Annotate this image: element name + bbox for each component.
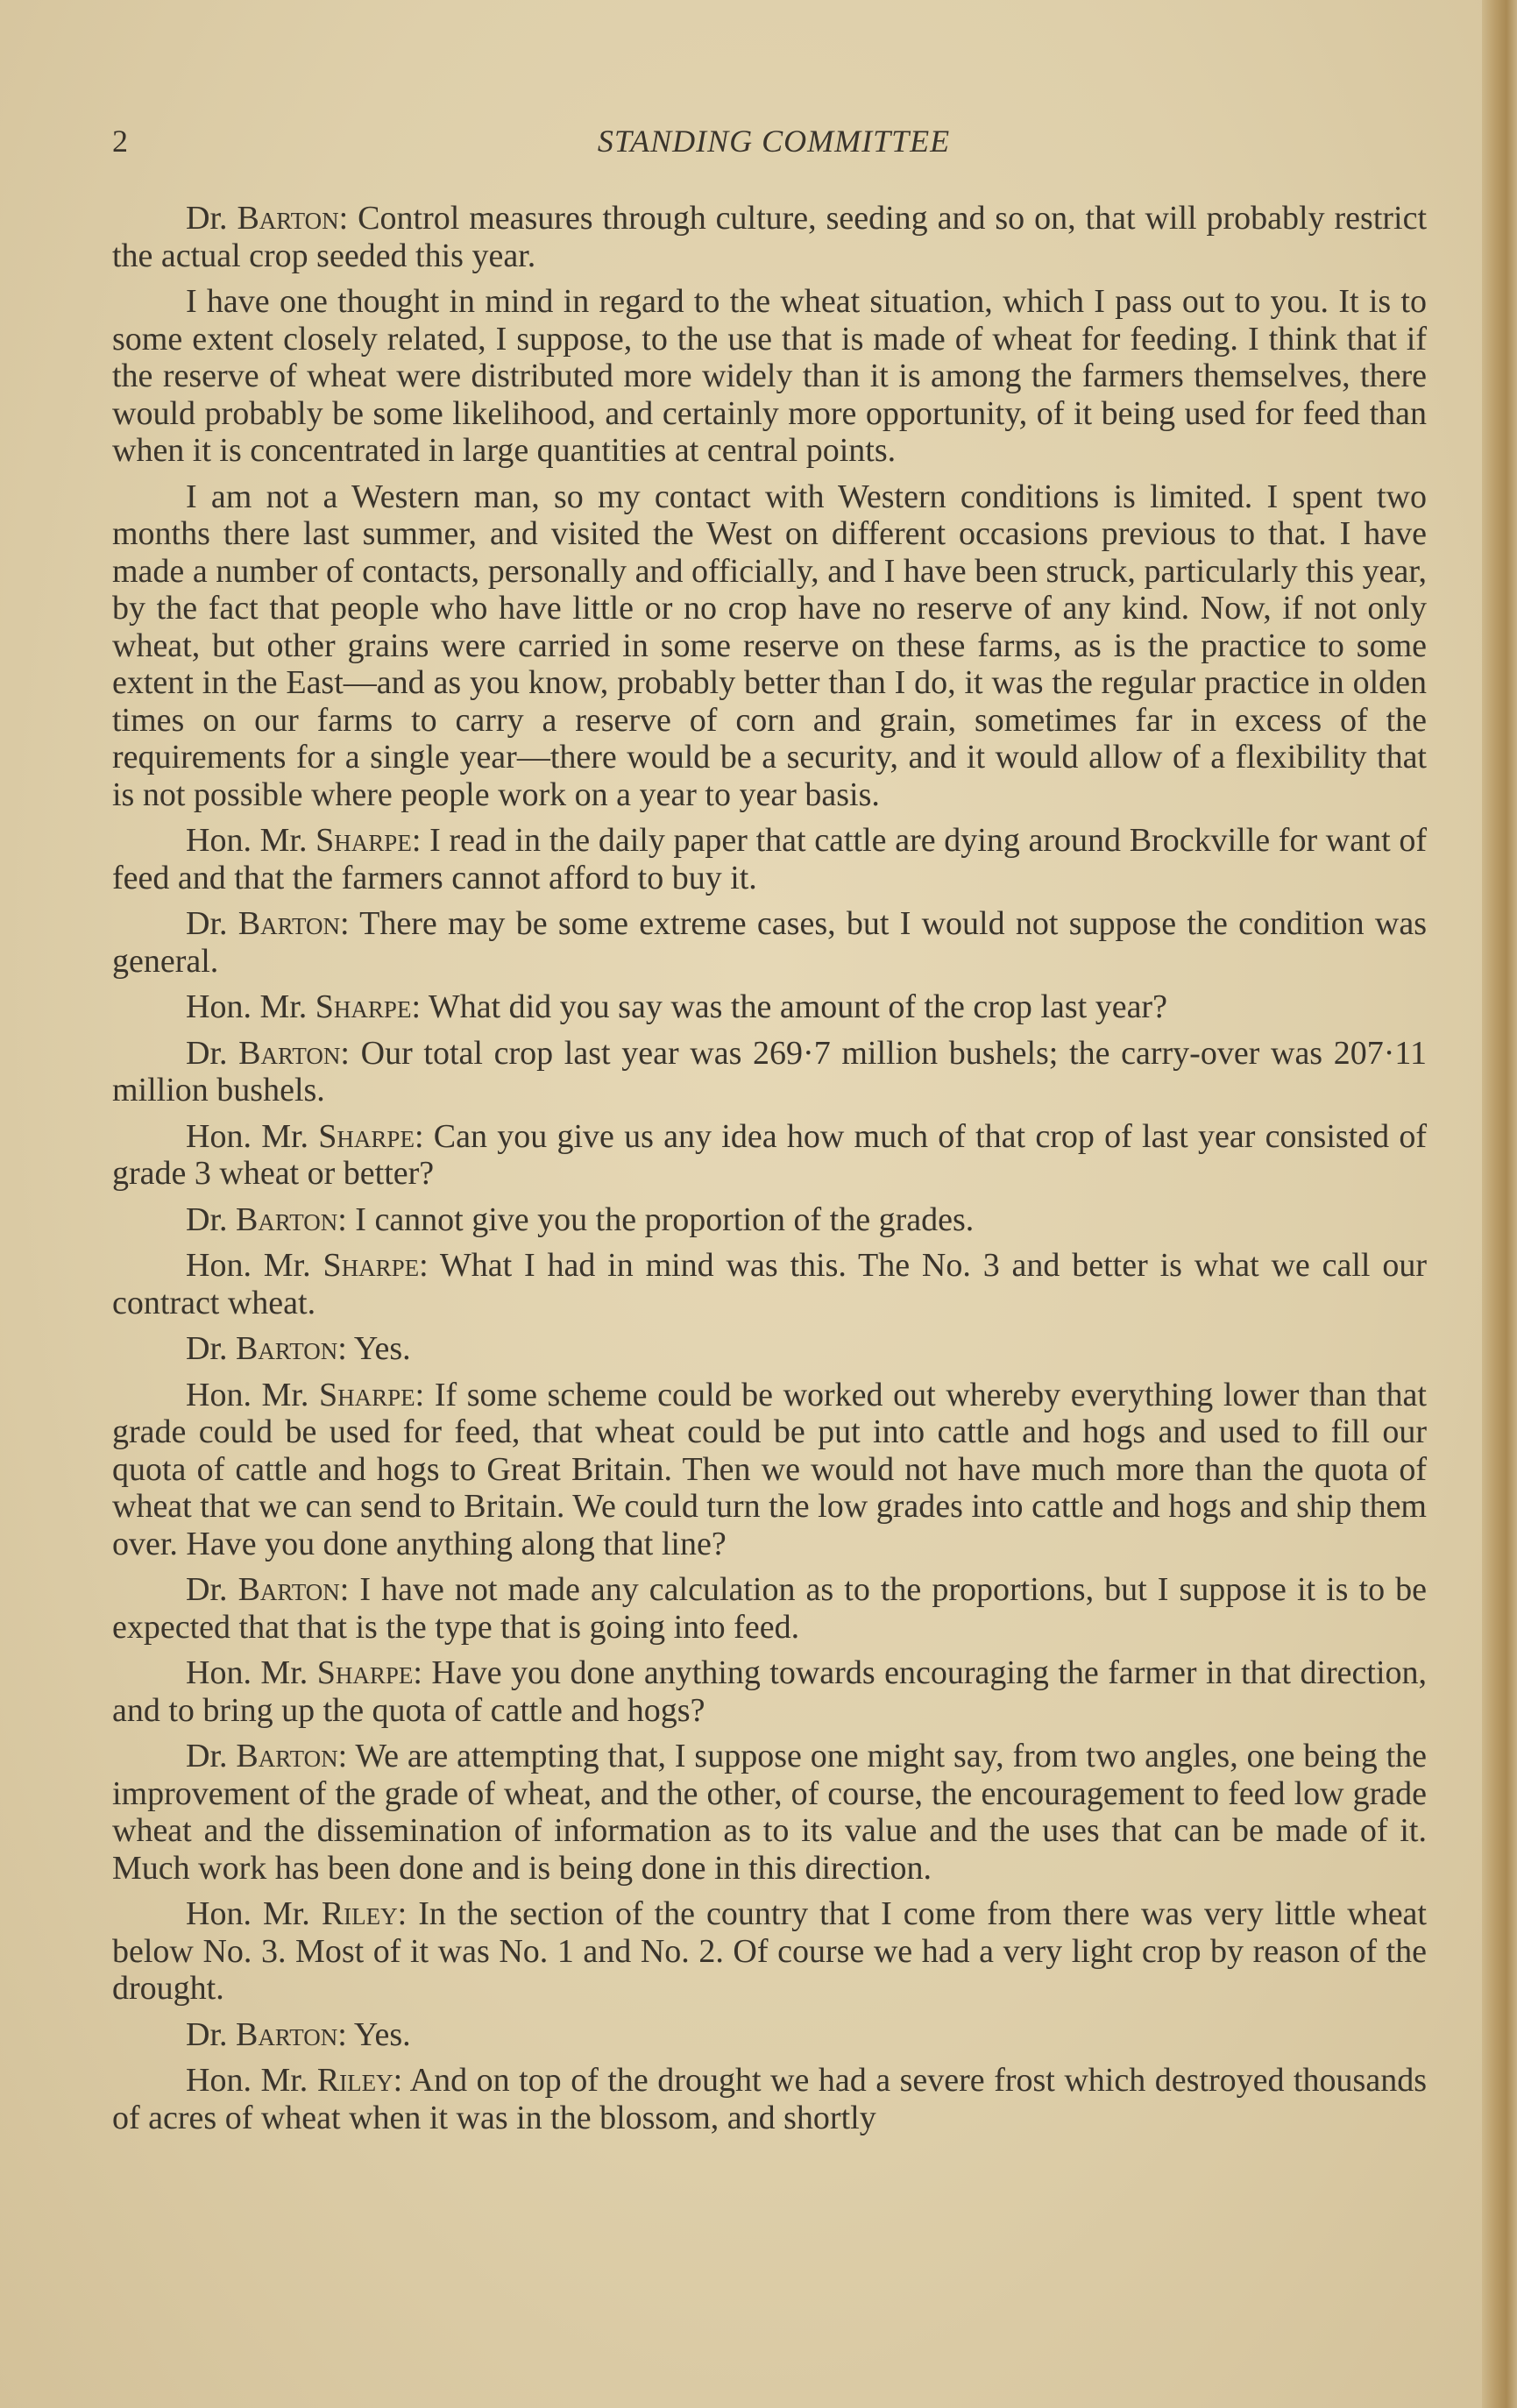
page-header [112,123,1435,166]
paragraph-text: If some scheme could be worked out whereby everything lower than that grade could be used for feed, that wheat could be put into cattle and hogs and used to fill our quota of cattle and hogs to Great Britain. Then we would not have much more than the quota of wheat that we can send to Britain. We could turn the low grades into cattle and hogs and ship them over. Have you done anything along that line? [112,1376,1427,1562]
paragraph [112,905,1427,980]
paragraph [112,2062,1427,2136]
page-edge [1482,0,1517,2408]
speaker-name: Dr. Barton: [186,1738,348,1774]
paragraph [112,1377,1427,1563]
paragraph-text: Our total crop last year was 269·7 million bushels; the carry-over was 207·11 million bushels. [112,1034,1428,1108]
paragraph [112,1118,1427,1193]
speaker-name: Dr. Barton: [186,905,350,942]
paragraph [112,1201,1427,1239]
paragraph-text: Yes. [346,2015,411,2053]
speaker-name: Dr. Barton: [186,1571,350,1608]
page-number: 2 [112,124,128,159]
paragraph-text: Yes. [346,1330,411,1367]
speaker-name: Hon. Mr. Sharpe: [186,1247,429,1284]
paragraph [112,1738,1427,1887]
speaker-name: Dr. Barton: [186,200,349,237]
paragraph [112,988,1427,1026]
paragraph-text: Can you give us any idea how much of that crop of last year consisted of grade 3 wheat or better? [112,1117,1427,1192]
speaker-name: Dr. Barton: [186,1330,347,1367]
paragraph-text: We are attempting that, I suppose one might say, from two angles, one being the improvement of the grade of wheat, and the other, of course, the encouragement to feed low grade wheat and the dissemination of information as to its value and the uses that can be made of it. Much work has been done and is being done in this direction. [112,1738,1428,1887]
paragraph-text: I cannot give you the proportion of the grades. [346,1200,975,1238]
running-head: STANDING COMMITTEE [597,124,951,159]
paragraph-text: I have one thought in mind in regard to the wheat situation, which I pass out to you. It is to some extent closely related, I suppose, to the use that is made of wheat for feeding. I think that if the reserve of wheat were distributed more widely than it is among the farmers themselves, there would probably be some likelihood, and certainly more opportunity, of it being used for feed than when it is concentrated in large quantities at central points. [112,283,1427,469]
paragraph [112,1330,1427,1368]
paragraph [112,1654,1427,1729]
paragraph-text: In the section of the country that I come from there was very little wheat below No. 3. Most of it was No. 1 and No. 2. Of course we had a very light crop by reason of the drought. [112,1895,1427,2007]
paragraph-text: Control measures through culture, seeding and so on, that will probably restrict the actual crop seeded this year. [112,200,1428,274]
paragraph [112,478,1427,814]
paragraph-text: I read in the daily paper that cattle are dying around Brockville for want of feed and that the farmers cannot afford to buy it. [112,822,1428,896]
paragraph [112,200,1427,274]
paragraph [112,283,1427,470]
paragraph-text: And on top of the drought we had a severe frost which destroyed thousands of acres of wheat when it was in the blossom, and shortly [112,2062,1427,2136]
paragraph-text: What did you say was the amount of the crop last year? [421,988,1167,1025]
paragraph [112,822,1427,896]
speaker-name: Hon. Mr. Sharpe: [186,822,422,859]
speaker-name: Hon. Mr. Sharpe: [186,1117,424,1155]
paragraph-text: There may be some extreme cases, but I would not suppose the condition was general. [112,905,1427,980]
speaker-name: Hon. Mr. Riley: [186,1895,408,1932]
speaker-name: Dr. Barton: [186,2015,347,2053]
paragraph [112,1895,1427,2008]
paragraph [112,2016,1427,2054]
paragraph-text: I am not a Western man, so my contact with Western conditions is limited. I spent two months there last summer, and visited the West on different occasions previous to that. I have made a number of contacts, personally and officially, and I have been struck, particularly this year, by the fact that people who have little or no crop have no reserve of any kind. Now, if not only wheat, but other grains were carried in some reserve on these farms, as is the practice to some extent in the East—and as you know, probably better than I do, it was the regular practice in olden times on our farms to carry a reserve of corn and grain, sometimes far in excess of the requirements for a single year—there would be a security, and it would allow of a flexibility that is not possible where people work on a year to year basis. [112,478,1427,813]
speaker-name: Hon. Mr. Sharpe: [186,988,422,1025]
speaker-name: Hon. Mr. Riley: [186,2062,403,2099]
paragraph [112,1247,1427,1321]
paragraph [112,1035,1427,1109]
speaker-name: Hon. Mr. Sharpe: [186,1654,422,1691]
paragraph-text: I have not made any calculation as to the proportions, but I suppose it is to be expected that that is the type that is going into feed. [112,1571,1428,1646]
paragraph [112,1571,1427,1646]
speaker-name: Hon. Mr. Sharpe: [186,1376,425,1413]
speaker-name: Dr. Barton: [186,1200,347,1238]
body-text [112,200,1427,2145]
paragraph-text: Have you done anything towards encouraging the farmer in that direction, and to bring up the quota of cattle and hogs? [112,1654,1427,1729]
paragraph-text: What I had in mind was this. The No. 3 and better is what we call our contract wheat. [112,1247,1427,1321]
speaker-name: Dr. Barton: [186,1034,350,1072]
